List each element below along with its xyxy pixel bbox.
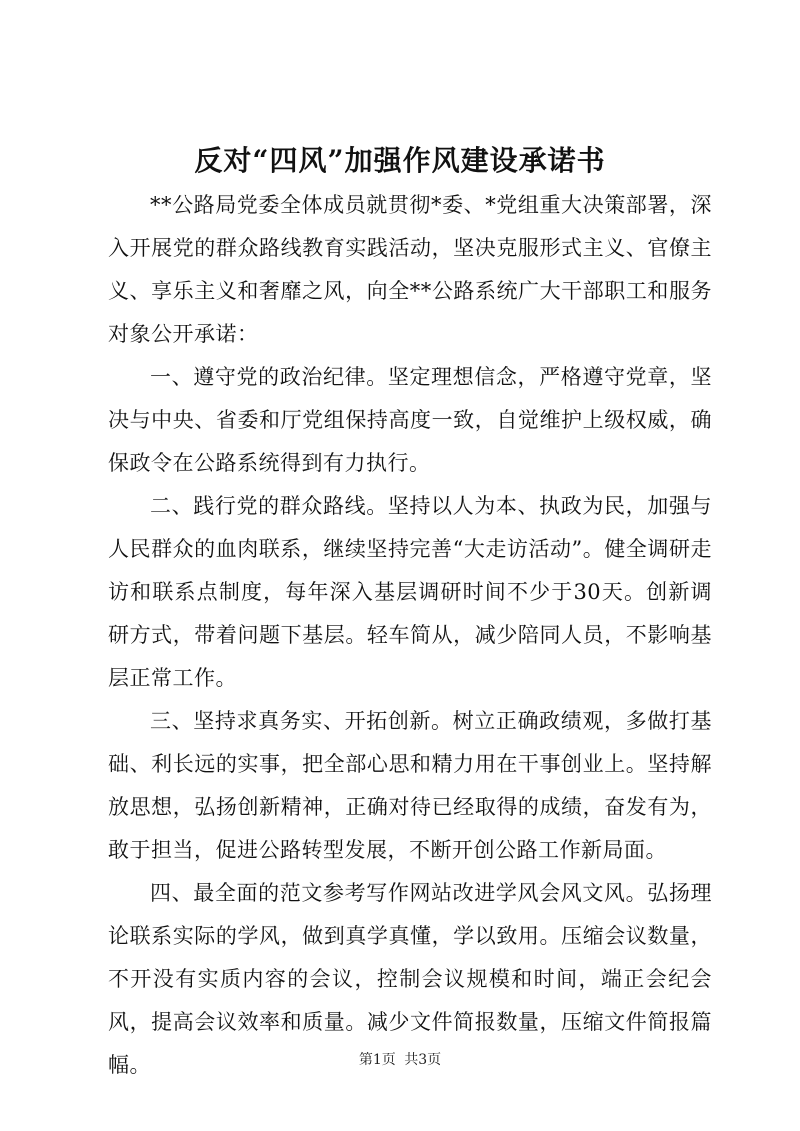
paragraph-item-3: 三、坚持求真务实、开拓创新。树立正确政绩观，多做打基础、利长远的实事，把全部心思和精力用在干事创业上。坚持解放思想，弘扬创新精神，正确对待已经取得的成绩，奋发有为，敢于担当，促进公路转型发展，不断开创公路工作新局面。 — [108, 709, 712, 862]
page-total: 共3页 — [404, 1052, 442, 1068]
paragraph-intro: **公路局党委全体成员就贯彻*委、*党组重大决策部署，深入开展党的群众路线教育实践活动，坚决克服形式主义、官僚主义、享乐主义和奢靡之风，向全**公路系统广大干部职工和服务对象公开承诺： — [108, 193, 712, 346]
page-footer — [0, 1050, 800, 1070]
paragraph-item-2: 二、践行党的群众路线。坚持以人为本、执政为民，加强与人民群众的血肉联系，继续坚持完善“大走访活动”。健全调研走访和联系点制度，每年深入基层调研时间不少于30天。创新调研方式，带着问题下基层。轻车简从，减少陪同人员，不影响基层正常工作。 — [108, 494, 712, 690]
page-number: 第1页 — [358, 1052, 396, 1068]
paragraph-item-1: 一、遵守党的政治纪律。坚定理想信念，严格遵守党章，坚决与中央、省委和厅党组保持高度一致，自觉维护上级权威，确保政令在公路系统得到有力执行。 — [108, 365, 712, 475]
document-title: 反对“四风”加强作风建设承诺书 — [194, 144, 606, 177]
paragraph-item-4: 四、最全面的范文参考写作网站改进学风会风文风。弘扬理论联系实际的学风，做到真学真懂，学以致用。压缩会议数量，不开没有实质内容的会议，控制会议规模和时间，端正会纪会风，提高会议效率和质量。减少文件简报数量，压缩文件简报篇幅。 — [108, 881, 712, 1077]
document-body — [108, 184, 712, 1087]
